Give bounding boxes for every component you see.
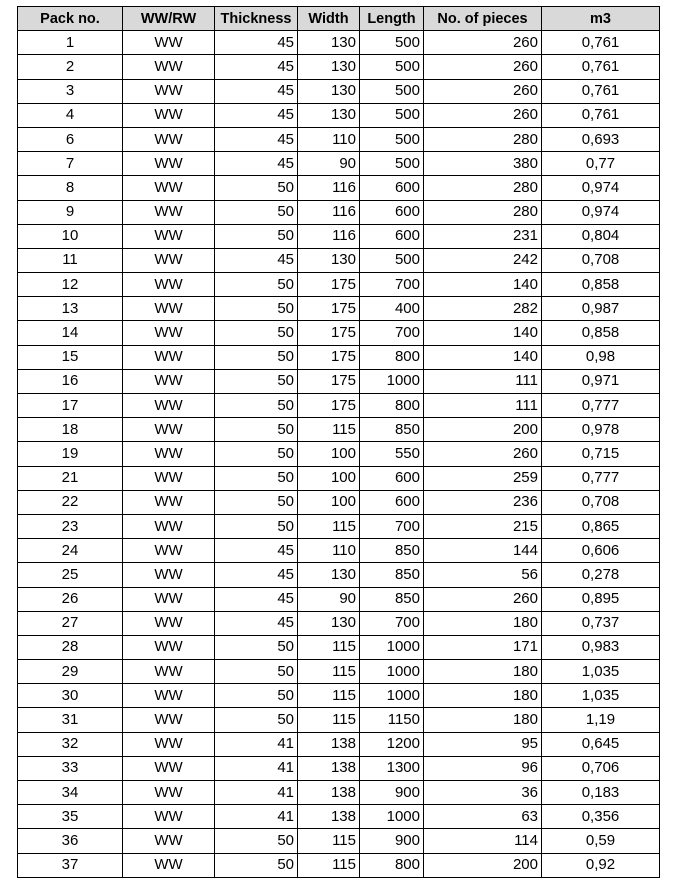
ww-rw-cell: WW [123,490,215,514]
length-cell: 1150 [360,708,424,732]
header-thickness: Thickness [215,7,298,31]
pack-no-cell: 13 [18,297,123,321]
ww-rw-cell: WW [123,345,215,369]
pieces-cell: 56 [424,563,542,587]
thickness-cell: 41 [215,781,298,805]
width-cell: 100 [298,442,360,466]
ww-rw-cell: WW [123,369,215,393]
ww-rw-cell: WW [123,781,215,805]
table-row [18,708,660,732]
width-cell: 116 [298,176,360,200]
pack-no-cell: 31 [18,708,123,732]
pack-no-cell: 9 [18,200,123,224]
pack-no-cell: 3 [18,79,123,103]
pack-no-cell: 8 [18,176,123,200]
width-cell: 115 [298,660,360,684]
m3-cell: 0,278 [542,563,660,587]
ww-rw-cell: WW [123,732,215,756]
table-row [18,79,660,103]
width-cell: 130 [298,31,360,55]
header-ww-rw: WW/RW [123,7,215,31]
m3-cell: 0,737 [542,611,660,635]
m3-cell: 0,645 [542,732,660,756]
thickness-cell: 45 [215,611,298,635]
pieces-cell: 36 [424,781,542,805]
pack-no-cell: 16 [18,369,123,393]
m3-cell: 0,777 [542,466,660,490]
table-row [18,55,660,79]
m3-cell: 0,865 [542,514,660,538]
table-row [18,635,660,659]
pieces-cell: 280 [424,200,542,224]
pieces-cell: 114 [424,829,542,853]
m3-cell: 0,693 [542,127,660,151]
table-row [18,248,660,272]
width-cell: 130 [298,248,360,272]
thickness-cell: 50 [215,660,298,684]
pieces-cell: 282 [424,297,542,321]
width-cell: 175 [298,369,360,393]
pack-no-cell: 11 [18,248,123,272]
pack-no-cell: 4 [18,103,123,127]
pack-no-cell: 18 [18,418,123,442]
m3-cell: 0,978 [542,418,660,442]
pack-no-cell: 1 [18,31,123,55]
thickness-cell: 50 [215,200,298,224]
table-row [18,563,660,587]
m3-cell: 0,356 [542,805,660,829]
header-m3: m3 [542,7,660,31]
ww-rw-cell: WW [123,394,215,418]
width-cell: 138 [298,805,360,829]
table-row [18,514,660,538]
pieces-cell: 111 [424,369,542,393]
header-length: Length [360,7,424,31]
thickness-cell: 45 [215,587,298,611]
pieces-cell: 242 [424,248,542,272]
table-row [18,152,660,176]
table-row [18,127,660,151]
pack-no-cell: 10 [18,224,123,248]
m3-cell: 1,035 [542,660,660,684]
table-row [18,805,660,829]
width-cell: 116 [298,224,360,248]
length-cell: 500 [360,55,424,79]
width-cell: 175 [298,297,360,321]
width-cell: 130 [298,563,360,587]
width-cell: 130 [298,79,360,103]
length-cell: 850 [360,563,424,587]
m3-cell: 0,77 [542,152,660,176]
ww-rw-cell: WW [123,79,215,103]
m3-cell: 0,715 [542,442,660,466]
table-row [18,490,660,514]
width-cell: 90 [298,152,360,176]
pieces-cell: 260 [424,103,542,127]
ww-rw-cell: WW [123,103,215,127]
m3-cell: 0,777 [542,394,660,418]
table-row [18,853,660,877]
pieces-cell: 380 [424,152,542,176]
pieces-cell: 180 [424,611,542,635]
table-row [18,369,660,393]
length-cell: 800 [360,853,424,877]
table-row [18,200,660,224]
width-cell: 138 [298,781,360,805]
length-cell: 800 [360,394,424,418]
thickness-cell: 50 [215,514,298,538]
pieces-cell: 144 [424,539,542,563]
pieces-cell: 280 [424,176,542,200]
ww-rw-cell: WW [123,853,215,877]
length-cell: 600 [360,224,424,248]
width-cell: 115 [298,829,360,853]
table-row [18,684,660,708]
m3-cell: 0,761 [542,55,660,79]
pieces-cell: 180 [424,660,542,684]
table-row [18,660,660,684]
width-cell: 90 [298,587,360,611]
thickness-cell: 45 [215,539,298,563]
m3-cell: 0,92 [542,853,660,877]
thickness-cell: 50 [215,684,298,708]
ww-rw-cell: WW [123,152,215,176]
pack-no-cell: 19 [18,442,123,466]
header-no-of-pieces: No. of pieces [424,7,542,31]
length-cell: 1000 [360,369,424,393]
thickness-cell: 45 [215,563,298,587]
table-row [18,418,660,442]
length-cell: 500 [360,127,424,151]
table-row [18,732,660,756]
thickness-cell: 50 [215,466,298,490]
thickness-cell: 50 [215,321,298,345]
width-cell: 138 [298,732,360,756]
pack-no-cell: 2 [18,55,123,79]
pack-no-cell: 25 [18,563,123,587]
length-cell: 1000 [360,635,424,659]
thickness-cell: 45 [215,127,298,151]
thickness-cell: 50 [215,369,298,393]
m3-cell: 0,761 [542,31,660,55]
thickness-cell: 50 [215,490,298,514]
width-cell: 110 [298,539,360,563]
table-row [18,587,660,611]
length-cell: 500 [360,31,424,55]
length-cell: 600 [360,176,424,200]
thickness-cell: 41 [215,805,298,829]
length-cell: 900 [360,781,424,805]
pack-no-cell: 33 [18,756,123,780]
thickness-cell: 50 [215,708,298,732]
thickness-cell: 50 [215,394,298,418]
length-cell: 1000 [360,660,424,684]
m3-cell: 0,858 [542,321,660,345]
thickness-cell: 50 [215,273,298,297]
width-cell: 116 [298,200,360,224]
length-cell: 1300 [360,756,424,780]
width-cell: 100 [298,490,360,514]
ww-rw-cell: WW [123,563,215,587]
m3-cell: 0,987 [542,297,660,321]
length-cell: 850 [360,418,424,442]
ww-rw-cell: WW [123,805,215,829]
ww-rw-cell: WW [123,442,215,466]
length-cell: 1000 [360,684,424,708]
pack-no-cell: 26 [18,587,123,611]
pieces-cell: 259 [424,466,542,490]
ww-rw-cell: WW [123,635,215,659]
thickness-cell: 50 [215,635,298,659]
pack-no-cell: 15 [18,345,123,369]
pack-no-cell: 37 [18,853,123,877]
table-row [18,442,660,466]
pieces-cell: 171 [424,635,542,659]
width-cell: 115 [298,853,360,877]
table-row [18,345,660,369]
ww-rw-cell: WW [123,248,215,272]
pack-no-cell: 23 [18,514,123,538]
table-row [18,829,660,853]
thickness-cell: 45 [215,79,298,103]
ww-rw-cell: WW [123,297,215,321]
pack-no-cell: 21 [18,466,123,490]
length-cell: 550 [360,442,424,466]
pieces-cell: 231 [424,224,542,248]
pieces-cell: 140 [424,345,542,369]
pieces-cell: 111 [424,394,542,418]
header-width: Width [298,7,360,31]
width-cell: 175 [298,394,360,418]
ww-rw-cell: WW [123,684,215,708]
width-cell: 100 [298,466,360,490]
thickness-cell: 50 [215,418,298,442]
length-cell: 400 [360,297,424,321]
pieces-cell: 280 [424,127,542,151]
thickness-cell: 45 [215,103,298,127]
ww-rw-cell: WW [123,466,215,490]
ww-rw-cell: WW [123,708,215,732]
length-cell: 500 [360,248,424,272]
thickness-cell: 45 [215,55,298,79]
thickness-cell: 50 [215,224,298,248]
m3-cell: 0,971 [542,369,660,393]
table-body [18,31,660,878]
m3-cell: 0,974 [542,176,660,200]
width-cell: 138 [298,756,360,780]
pack-no-cell: 29 [18,660,123,684]
length-cell: 700 [360,321,424,345]
table-row [18,756,660,780]
pieces-cell: 180 [424,708,542,732]
length-cell: 1200 [360,732,424,756]
pack-no-cell: 27 [18,611,123,635]
pack-table [17,6,660,878]
m3-cell: 0,183 [542,781,660,805]
pieces-cell: 95 [424,732,542,756]
ww-rw-cell: WW [123,611,215,635]
table-row [18,297,660,321]
pack-no-cell: 30 [18,684,123,708]
ww-rw-cell: WW [123,127,215,151]
pieces-cell: 260 [424,55,542,79]
width-cell: 130 [298,55,360,79]
thickness-cell: 45 [215,31,298,55]
table-row [18,539,660,563]
m3-cell: 0,983 [542,635,660,659]
pieces-cell: 260 [424,31,542,55]
thickness-cell: 45 [215,248,298,272]
thickness-cell: 50 [215,853,298,877]
table-row [18,176,660,200]
thickness-cell: 50 [215,345,298,369]
pack-no-cell: 6 [18,127,123,151]
width-cell: 175 [298,345,360,369]
thickness-cell: 41 [215,732,298,756]
ww-rw-cell: WW [123,273,215,297]
ww-rw-cell: WW [123,418,215,442]
length-cell: 850 [360,539,424,563]
pack-no-cell: 14 [18,321,123,345]
table-row [18,224,660,248]
pack-no-cell: 34 [18,781,123,805]
pack-no-cell: 17 [18,394,123,418]
ww-rw-cell: WW [123,200,215,224]
m3-cell: 0,59 [542,829,660,853]
pieces-cell: 96 [424,756,542,780]
length-cell: 500 [360,152,424,176]
width-cell: 115 [298,418,360,442]
pieces-cell: 63 [424,805,542,829]
length-cell: 700 [360,611,424,635]
ww-rw-cell: WW [123,321,215,345]
pack-no-cell: 7 [18,152,123,176]
length-cell: 500 [360,103,424,127]
table-row [18,781,660,805]
pack-no-cell: 35 [18,805,123,829]
ww-rw-cell: WW [123,31,215,55]
header-pack-no: Pack no. [18,7,123,31]
table-row [18,611,660,635]
width-cell: 130 [298,103,360,127]
ww-rw-cell: WW [123,224,215,248]
width-cell: 175 [298,273,360,297]
width-cell: 115 [298,635,360,659]
pieces-cell: 180 [424,684,542,708]
pieces-cell: 260 [424,587,542,611]
width-cell: 115 [298,708,360,732]
m3-cell: 0,761 [542,103,660,127]
pack-no-cell: 12 [18,273,123,297]
m3-cell: 0,858 [542,273,660,297]
ww-rw-cell: WW [123,55,215,79]
length-cell: 1000 [360,805,424,829]
pack-no-cell: 22 [18,490,123,514]
pack-no-cell: 28 [18,635,123,659]
m3-cell: 0,895 [542,587,660,611]
thickness-cell: 45 [215,152,298,176]
width-cell: 115 [298,514,360,538]
pieces-cell: 260 [424,442,542,466]
thickness-cell: 41 [215,756,298,780]
width-cell: 115 [298,684,360,708]
m3-cell: 0,708 [542,490,660,514]
pack-no-cell: 36 [18,829,123,853]
ww-rw-cell: WW [123,514,215,538]
width-cell: 110 [298,127,360,151]
length-cell: 700 [360,273,424,297]
length-cell: 500 [360,79,424,103]
ww-rw-cell: WW [123,756,215,780]
pieces-cell: 260 [424,79,542,103]
thickness-cell: 50 [215,297,298,321]
pieces-cell: 236 [424,490,542,514]
m3-cell: 1,19 [542,708,660,732]
ww-rw-cell: WW [123,829,215,853]
width-cell: 175 [298,321,360,345]
m3-cell: 0,606 [542,539,660,563]
pieces-cell: 200 [424,418,542,442]
pieces-cell: 215 [424,514,542,538]
pieces-cell: 140 [424,321,542,345]
length-cell: 600 [360,200,424,224]
m3-cell: 0,98 [542,345,660,369]
width-cell: 130 [298,611,360,635]
table-row [18,466,660,490]
m3-cell: 0,706 [542,756,660,780]
table-row [18,321,660,345]
table-row [18,103,660,127]
table-row [18,394,660,418]
m3-cell: 0,974 [542,200,660,224]
m3-cell: 0,804 [542,224,660,248]
pack-no-cell: 24 [18,539,123,563]
length-cell: 800 [360,345,424,369]
table-row [18,31,660,55]
length-cell: 600 [360,466,424,490]
length-cell: 900 [360,829,424,853]
ww-rw-cell: WW [123,587,215,611]
ww-rw-cell: WW [123,176,215,200]
thickness-cell: 50 [215,829,298,853]
ww-rw-cell: WW [123,660,215,684]
table-row [18,273,660,297]
m3-cell: 0,708 [542,248,660,272]
header-row [18,7,660,31]
thickness-cell: 50 [215,176,298,200]
length-cell: 700 [360,514,424,538]
pieces-cell: 200 [424,853,542,877]
m3-cell: 1,035 [542,684,660,708]
m3-cell: 0,761 [542,79,660,103]
pack-no-cell: 32 [18,732,123,756]
thickness-cell: 50 [215,442,298,466]
length-cell: 600 [360,490,424,514]
pieces-cell: 140 [424,273,542,297]
ww-rw-cell: WW [123,539,215,563]
length-cell: 850 [360,587,424,611]
